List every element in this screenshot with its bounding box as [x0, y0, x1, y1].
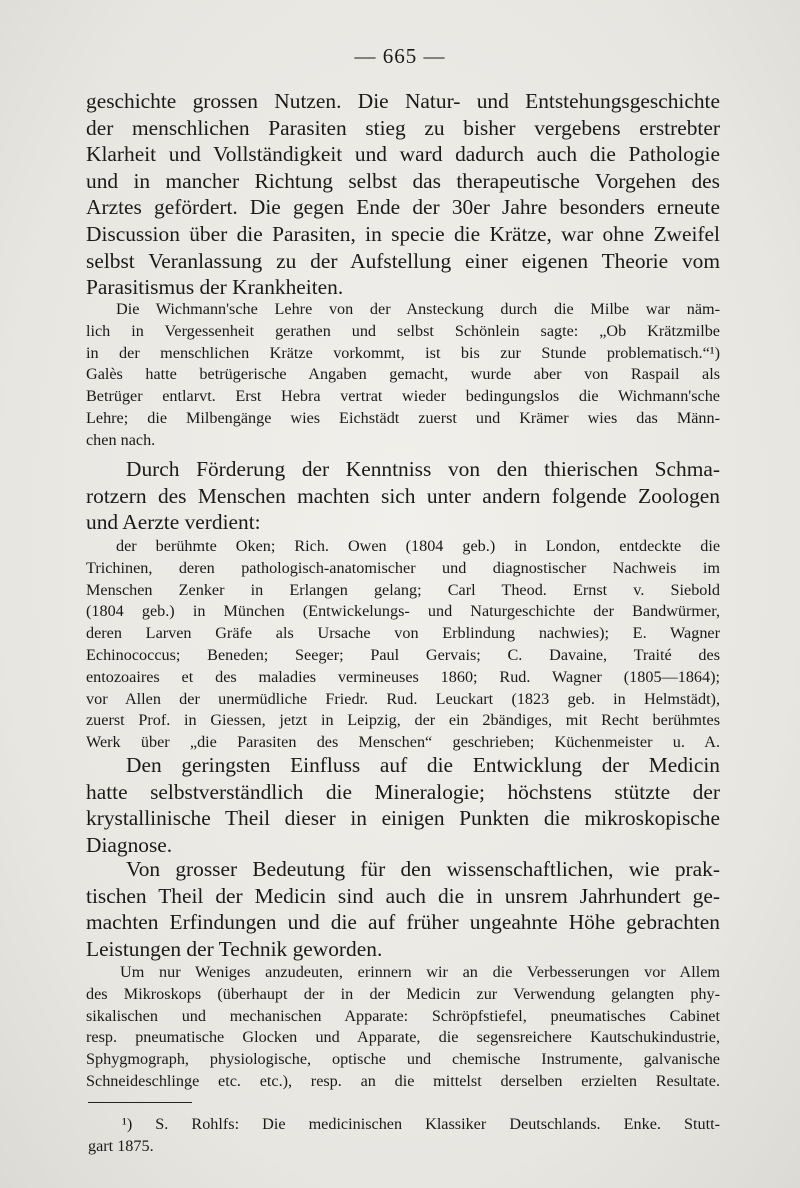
text-line: Klarheit und Vollständigkeit und ward dadurch auch die Pathologie [86, 142, 720, 167]
text-line: Echinococcus; Beneden; Seeger; Paul Gervais; C. Davaine, Traité des [86, 645, 720, 664]
text-line: Den geringsten Einfluss auf die Entwicklung der Medicin [126, 753, 720, 777]
text-line: geschichte grossen Nutzen. Die Natur- und Entstehungsgeschichte [86, 89, 720, 113]
text-line: Betrüger entlarvt. Erst Hebra vertrat wieder bedingungslos die Wichmann'sche [86, 387, 720, 406]
text-line: deren Larven Gräfe als Ursache von Erblindung nachwies); E. Wagner [86, 624, 720, 643]
paragraph-parasites-history [86, 88, 720, 301]
text-line: entozoaires et des maladies vermineuses 1860; Rud. Wagner (1805—1864); [86, 667, 720, 686]
text-line: hatte selbstverständlich die Mineralogie; höchstens stützte der [86, 779, 720, 804]
text-line: Parasitismus der Krankheiten. [86, 275, 344, 300]
footnote-rule [88, 1102, 192, 1103]
text-line: Um nur Weniges anzudeuten, erinnern wir an die Verbesserungen vor Allem [120, 963, 720, 981]
smallprint-zoologists-list [86, 536, 720, 754]
text-line: sikalischen und mechanischen Apparate: Schröpfstiefel, pneumatisches Cabinet [86, 1006, 720, 1025]
paragraph-technology [86, 856, 720, 962]
paragraph-zoologists [86, 456, 720, 536]
text-line: und Aerzte verdient: [86, 510, 261, 535]
text-line: zuerst Prof. in Giessen, jetzt in Leipzig, der ein 2bändiges, mit Recht berühmtes [86, 711, 720, 730]
text-line: Galès hatte betrügerische Angaben gemacht, wurde aber von Raspail als [86, 365, 720, 384]
text-line: machten Erfindungen und die auf früher ungeahnte Höhe gebrachten [86, 910, 720, 935]
text-line: Lehre; die Milbengänge wies Eichstädt zuerst und Krämer wies das Männ- [86, 408, 720, 427]
text-line: resp. pneumatische Glocken und Apparate, die segensreichere Kautschukindustrie, [86, 1028, 720, 1047]
text-line: vor Allen der unermüdliche Friedr. Rud. Leuckart (1823 geb. in Helmstädt), [86, 689, 720, 708]
smallprint-wichmann [86, 299, 720, 452]
text-line: Werk über „die Parasiten des Menschen“ geschrieben; Küchenmeister u. A. [86, 733, 720, 752]
text-line: und in mancher Richtung selbst das therapeutische Vorgehen des [86, 168, 720, 193]
text-line: Durch Förderung der Kenntniss von den thierischen Schma- [126, 457, 720, 481]
text-line: Leistungen der Technik geworden. [86, 936, 383, 961]
text-line: Discussion über die Parasiten, in specie die Krätze, war ohne Zweifel [86, 221, 720, 246]
paragraph-mineralogy [86, 752, 720, 858]
page-number: — 665 — [354, 44, 446, 68]
text-line: des Mikroskops (überhaupt der in der Medicin zur Verwendung gelangten phy- [86, 984, 720, 1003]
text-line: der menschlichen Parasiten stieg zu bisher vergebens erstrebter [86, 115, 720, 140]
text-line: lich in Vergessenheit gerathen und selbst Schönlein sagte: „Ob Krätzmilbe [86, 321, 720, 340]
text-line: der berühmte Oken; Rich. Owen (1804 geb.) in London, entdeckte die [116, 537, 720, 555]
text-line: Menschen Zenker in Erlangen gelang; Carl Theod. Ernst v. Siebold [86, 580, 720, 599]
text-line: Trichinen, deren pathologisch-anatomischer und diagnostischer Nachweis im [86, 558, 720, 577]
text-line: Sphygmograph, physiologische, optische und chemische Instrumente, galvanische [86, 1050, 720, 1069]
text-line: Diagnose. [86, 832, 173, 857]
smallprint-instruments [86, 962, 720, 1093]
footnote [88, 1113, 720, 1157]
text-line: Die Wichmann'sche Lehre von der Ansteckung durch die Milbe war näm- [116, 300, 720, 318]
text-line: Von grosser Bedeutung für den wissenschaftlichen, wie prak- [126, 857, 720, 881]
text-line: krystallinische Theil dieser in einigen Punkten die mikroskopische [86, 806, 720, 831]
text-line: Schneideschlinge etc. etc.), resp. an die mittelst derselben erzielten Resultate. [86, 1071, 720, 1090]
text-line: ¹) S. Rohlfs: Die medicinischen Klassiker Deutschlands. Enke. Stutt- [122, 1115, 720, 1133]
text-line: selbst Veranlassung zu der Aufstellung einer eigenen Theorie vom [86, 248, 720, 273]
text-line: rotzern des Menschen machten sich unter andern folgende Zoologen [86, 483, 720, 508]
text-line: chen nach. [86, 430, 156, 449]
text-line: (1804 geb.) in München (Entwickelungs- und Naturgeschichte der Bandwürmer, [86, 602, 720, 621]
text-line: in der menschlichen Krätze vorkommt, ist bis zur Stunde problematisch.“¹) [86, 343, 720, 362]
text-line: Arztes gefördert. Die gegen Ende der 30er Jahre besonders erneute [86, 195, 720, 220]
text-line: gart 1875. [88, 1137, 154, 1155]
text-line: tischen Theil der Medicin sind auch die in unsrem Jahrhundert ge- [86, 883, 720, 908]
